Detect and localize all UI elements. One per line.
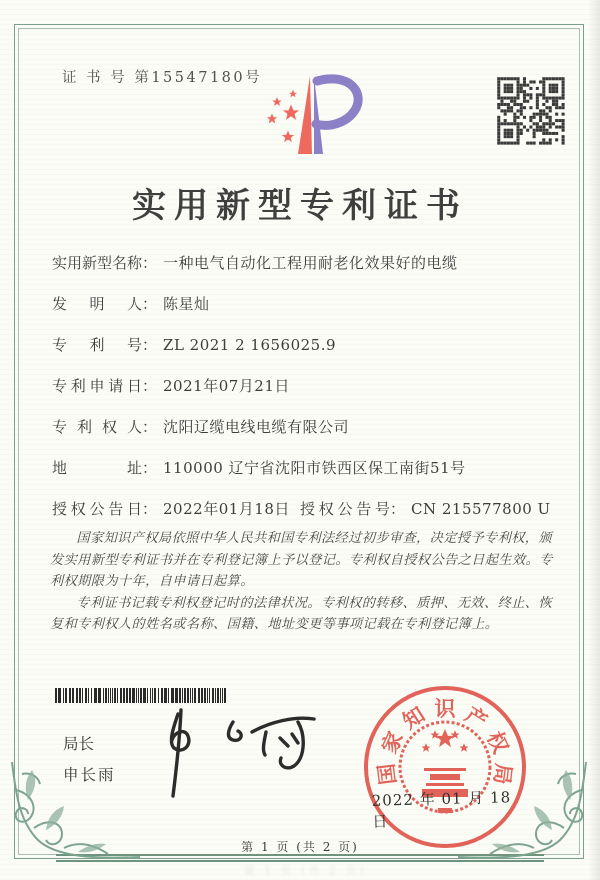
certificate-title: 实用新型专利证书 [132, 186, 468, 226]
legal-paragraph-2: 专利证书记载专利权登记时的法律状况。专利权的转移、质押、无效、终止、恢复和专利权人的姓名或名称、国籍、地址变更等事项记载在专利登记簿上。 [50, 595, 552, 632]
field-colon: ： [142, 418, 158, 436]
grant-number-pair [300, 500, 551, 518]
field-label: 实用新型名称 [52, 254, 143, 272]
signer-name: 申长雨 [63, 766, 116, 784]
field-label: 专利权人 [52, 418, 142, 436]
legal-text [50, 528, 556, 636]
field-colon: ： [142, 377, 158, 395]
field-value: 2021年07月21日 [163, 377, 290, 395]
certificate-fields [52, 254, 557, 541]
grant-number-value: CN 215577800 U [411, 500, 551, 518]
field-colon: ： [142, 500, 158, 518]
field-row-patentee [52, 418, 557, 436]
field-row-address [52, 459, 557, 477]
field-value: 110000 辽宁省沈阳市铁西区保工南街51号 [163, 459, 466, 477]
field-row-grant [52, 500, 557, 518]
field-label: 授权公告号 [300, 500, 390, 518]
field-colon: ： [142, 336, 158, 354]
page-number: 第 1 页 (共 2 页) [241, 840, 359, 854]
seal-ring-char: 局 [489, 762, 517, 787]
seal-ring-char: 识 [434, 696, 456, 721]
field-value: 陈星灿 [163, 295, 210, 313]
seal-ring-char: 国 [373, 762, 401, 787]
legal-paragraph-1: 国家知识产权局依照中华人民共和国专利法经过初步审查，决定授予专利权，颁发实用新型专利证书并在专利登记簿上予以登记。专利权自授权公告之日起生效。专利权期限为十年，自申请日起算。 [50, 531, 553, 589]
field-label: 地址 [52, 459, 142, 477]
field-row-name [52, 254, 557, 272]
field-row-inventor [52, 295, 557, 313]
grant-date-value: 2022年01月18日 [163, 500, 290, 518]
certificate-number: 证 书 号 第15547180号 [62, 70, 263, 86]
field-colon: ： [142, 295, 158, 313]
field-label: 专利申请日 [52, 377, 142, 395]
signer-title: 局长 [63, 735, 95, 753]
seal-ring-char: 知 [397, 701, 430, 734]
field-row-filing-date [52, 377, 557, 395]
field-row-patent-no [52, 336, 557, 354]
field-value: ZL 2021 2 1656025.9 [163, 336, 337, 354]
field-colon: ： [390, 500, 406, 518]
cnipa-logo-icon [243, 64, 393, 164]
seal-ring-char: 权 [482, 727, 514, 758]
field-colon: ： [142, 254, 158, 272]
field-value: 沈阳辽缆电线电缆有限公司 [163, 418, 350, 436]
seal-ring-char: 家 [376, 727, 408, 758]
field-label: 授权公告日 [52, 500, 142, 518]
qr-code-icon [494, 74, 568, 148]
field-colon: ： [142, 459, 158, 477]
show-through-text: 第 1 页 (共 2 页) [243, 864, 367, 877]
field-label: 发明人 [52, 295, 142, 313]
signature-icon [148, 702, 323, 802]
field-value: 一种电气自动化工程用耐老化效果好的电缆 [163, 254, 458, 272]
seal-date: 2022 年 01 月 18 日 [371, 788, 512, 831]
barcode-icon [55, 688, 230, 703]
field-label: 专利号 [52, 336, 142, 354]
seal-ring-char: 产 [460, 701, 493, 734]
